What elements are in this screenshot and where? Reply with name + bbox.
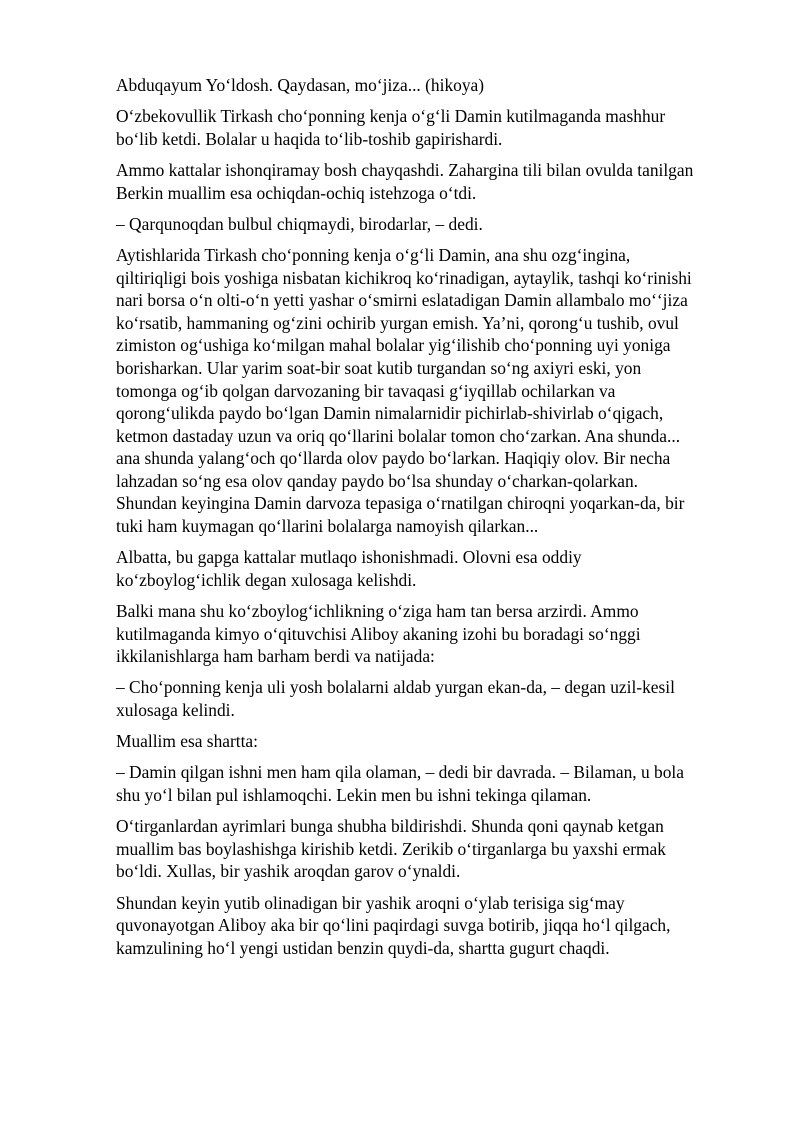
paragraph: Ammo kattalar ishonqiramay bosh chayqashdi. Zahargina tili bilan ovulda tanilgan Berkin muallim esa ochiqdan-ochiq istehzoga oʻtdi. — [116, 159, 694, 203]
paragraph: Muallim esa shartta: — [116, 731, 258, 752]
dialogue-line: – Choʻponning kenja uli yosh bolalarni aldab yurgan ekan-da, – degan uzil-kesil xulosaga kelindi. — [116, 677, 675, 720]
dialogue-line: – Qarqunoqdan bulbul chiqmaydi, birodarlar, – dedi. — [116, 213, 483, 234]
paragraph: Balki mana shu koʻzboylogʻichlikning oʻziga ham tan bersa arzirdi. Ammo kutilmaganda kimyo oʻqituvchisi Aliboy akaning izohi bu boradagi soʻnggi ikkilanishlarga ham barham berdi va natijada: — [116, 601, 641, 667]
document-body — [116, 74, 696, 968]
paragraph: Shundan keyin yutib olinadigan bir yashik aroqni oʻylab terisiga sigʻmay quvonayotgan Aliboy aka bir qoʻlini paqirdagi suvga botirib, jiqqa hoʻl qilgach, kamzulining hoʻl yengi ustidan benzin quydi-da, shartta gugurt chaqdi. — [116, 892, 671, 958]
paragraph: Oʻzbekovullik Tirkash choʻponning kenja oʻgʻli Damin kutilmaganda mashhur boʻlib ketdi. Bolalar u haqida toʻlib-toshib gapirishardi. — [116, 106, 666, 149]
paragraph: Albatta, bu gapga kattalar mutlaqo ishonishmadi. Olovni esa oddiy koʻzboylogʻichlik degan xulosaga kelishdi. — [116, 547, 582, 590]
dialogue-line: – Damin qilgan ishni men ham qila olaman, – dedi bir davrada. – Bilaman, u bola shu yoʻl bilan pul ishlamoqchi. Lekin men bu ishni tekinga qilaman. — [116, 762, 684, 805]
document-title: Abduqayum Yoʻldosh. Qaydasan, moʻjiza... (hikoya) — [116, 75, 485, 95]
paragraph: Aytishlarida Tirkash choʻponning kenja oʻgʻli Damin, ana shu ozgʻingina, qiltiriqligi bois yoshiga nisbatan kichikroq koʻrinadigan, aytaylik, tashqi koʻrinishi nari borsa oʻn olti-oʻn yetti yashar oʻsmirni eslatadigan Damin allambalo moʻʻjiza koʻrsatib, hammaning ogʻzini ochirib yurgan emish. Yaʼni, qorongʻu tushib, ovul zimiston ogʻushiga koʻmilgan mahal bolalar yigʻilishib choʻponning uyi yoniga borisharkan. Ular yarim soat-bir soat kutib turgandan soʻng axiyri eski, yon tomonga ogʻib qolgan darvozaning bir tavaqasi gʻiyqillab ochilarkan va qorongʻulikda paydo boʻlgan Damin nimalarnidir pichirlab-shivirlab oʻqigach, ketmon dastaday uzun va oriq qoʻllarini bolalar tomon choʻzarkan. Ana shunda... ana shunda yalangʻoch qoʻllarda olov paydo boʻlarkan. Haqiqiy olov. Bir necha lahzadan soʻng esa olov qanday paydo boʻlsa shunday oʻcharkan-qolarkan. Shundan keyingina Damin darvoza tepasiga oʻrnatilgan chiroqni yoqarkan-da, bir tuki ham kuymagan qoʻllarini bolalarga namoyish qilarkan... — [116, 244, 692, 537]
paragraph: Oʻtirganlardan ayrimlari bunga shubha bildirishdi. Shunda qoni qaynab ketgan muallim bas boylashishga kirishib ketdi. Zerikib oʻtirganlarga bu yaxshi ermak boʻldi. Xullas, bir yashik aroqdan garov oʻynaldi. — [116, 816, 666, 882]
